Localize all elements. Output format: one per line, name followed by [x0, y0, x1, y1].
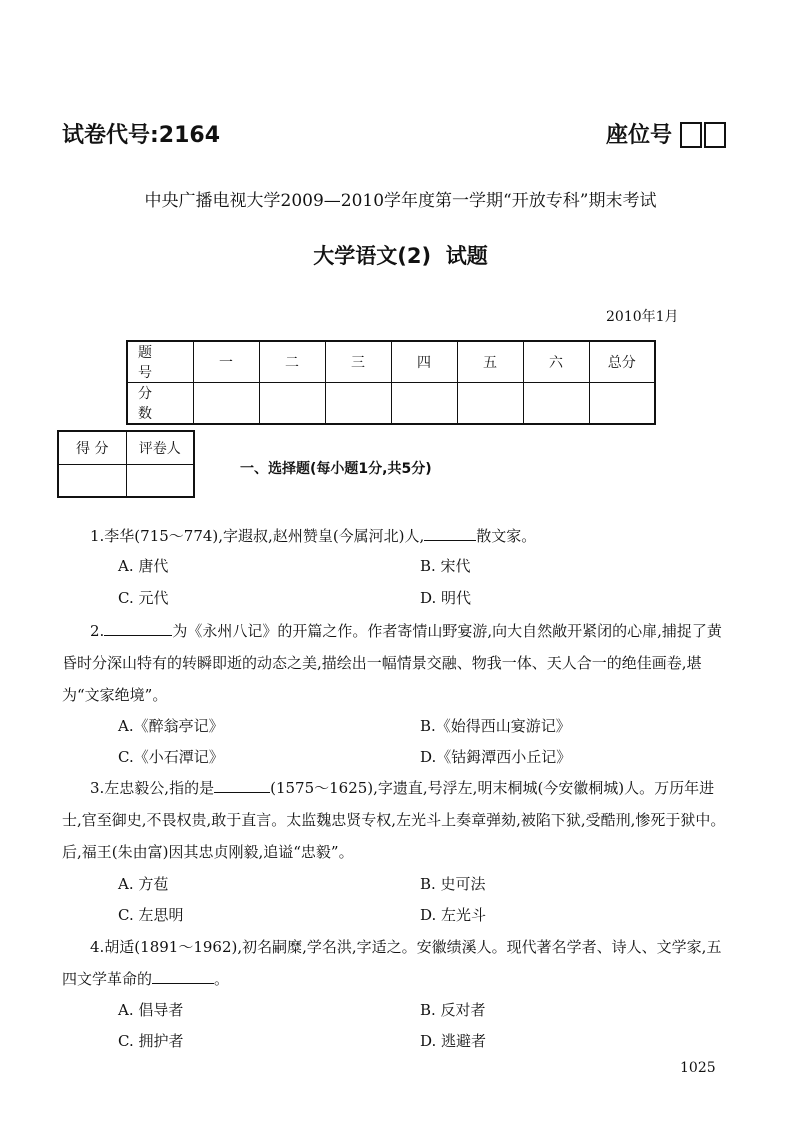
- option-d[interactable]: D. 左光斗: [420, 906, 487, 924]
- score-row-label: 分数: [127, 383, 193, 425]
- score-column-header: 四: [391, 341, 457, 383]
- question-text: 为《永州八记》的开篇之作。作者寄情山野宴游,向大自然敞开紧闭的心扉,捕捉了黄昏时分深山特有的转瞬即逝的动态之美,描绘出一幅情景交融、物我一体、天人合一的绝佳画卷,堪为“文家绝境”。: [62, 622, 722, 704]
- option-b[interactable]: B.《始得西山宴游记》: [420, 717, 571, 735]
- question-text: 1.李华(715～774),字遐叔,赵州赞皇(今属河北)人,: [90, 527, 425, 545]
- score-cell[interactable]: [523, 383, 589, 425]
- question-text: 散文家。: [476, 527, 537, 545]
- answer-blank[interactable]: [104, 621, 172, 636]
- paper-code: 试卷代号:2164: [62, 123, 221, 148]
- score-table: [126, 340, 656, 425]
- score-table-header-row: [127, 341, 655, 383]
- question-stem: [62, 931, 732, 995]
- option-a[interactable]: A.《醉翁亭记》: [118, 717, 224, 735]
- score-cell[interactable]: [391, 383, 457, 425]
- answer-blank[interactable]: [152, 969, 214, 984]
- seat-number-box[interactable]: [680, 122, 702, 148]
- option-c[interactable]: C.《小石潭记》: [118, 748, 224, 766]
- score-column-header: 一: [193, 341, 259, 383]
- score-column-header: 六: [523, 341, 589, 383]
- score-cell[interactable]: [589, 383, 655, 425]
- seat-number-box[interactable]: [704, 122, 726, 148]
- score-column-header: 三: [325, 341, 391, 383]
- question-stem: [62, 615, 732, 711]
- question-text: 4.胡适(1891～1962),初名嗣糜,学名洪,字适之。安徽绩溪人。现代著名学者、诗人、文学家,五四文学革命的: [62, 938, 722, 988]
- score-cell[interactable]: [457, 383, 523, 425]
- grader-signature-cell[interactable]: [126, 464, 194, 497]
- answer-blank[interactable]: [424, 526, 476, 541]
- grader-table: [57, 430, 195, 498]
- option-a[interactable]: A. 方苞: [118, 875, 169, 893]
- score-column-header: 二: [259, 341, 325, 383]
- score-column-header: 总分: [589, 341, 655, 383]
- option-c[interactable]: C. 左思明: [118, 906, 184, 924]
- exam-title: 大学语文(2) 试题: [313, 244, 488, 268]
- option-c[interactable]: C. 元代: [118, 589, 169, 607]
- option-b[interactable]: B. 反对者: [420, 1001, 486, 1019]
- question-stem: [62, 772, 732, 868]
- question-stem: [62, 520, 732, 552]
- question-text: 2.: [90, 622, 105, 640]
- exam-date: 2010年1月: [606, 309, 679, 325]
- score-cell[interactable]: [259, 383, 325, 425]
- option-b[interactable]: B. 宋代: [420, 557, 471, 575]
- seat-number-label: 座位号: [606, 123, 673, 148]
- section-score-cell[interactable]: [58, 464, 126, 497]
- option-c[interactable]: C. 拥护者: [118, 1032, 184, 1050]
- option-b[interactable]: B. 史可法: [420, 875, 486, 893]
- grader-label: 评卷人: [126, 431, 194, 464]
- score-column-header: 五: [457, 341, 523, 383]
- page-number: 1025: [680, 1060, 716, 1076]
- option-d[interactable]: D. 明代: [420, 589, 472, 607]
- exam-header: 中央广播电视大学2009—2010学年度第一学期“开放专科”期末考试: [144, 191, 657, 211]
- option-a[interactable]: A. 倡导者: [118, 1001, 184, 1019]
- score-table-score-row: [127, 383, 655, 425]
- section-heading: 一、选择题(每小题1分,共5分): [240, 461, 432, 477]
- score-cell[interactable]: [325, 383, 391, 425]
- answer-blank[interactable]: [214, 778, 270, 793]
- score-label: 得 分: [58, 431, 126, 464]
- score-cell[interactable]: [193, 383, 259, 425]
- question-text: (1575～1625),字遗直,号浮左,明末桐城(今安徽桐城)人。万历年进士,官至御史,不畏权贵,敢于直言。太监魏忠贤专权,左光斗上奏章弹劾,被陷下狱,受酷刑,惨死于狱中。后,福王(朱由富)因其忠贞刚毅,追谥“忠毅”。: [62, 779, 726, 861]
- option-a[interactable]: A. 唐代: [118, 557, 169, 575]
- question-text: 。: [214, 970, 230, 988]
- question-number-label: 题号: [127, 341, 193, 383]
- option-d[interactable]: D.《钴鉧潭西小丘记》: [420, 748, 572, 766]
- option-d[interactable]: D. 逃避者: [420, 1032, 487, 1050]
- question-text: 3.左忠毅公,指的是: [90, 779, 215, 797]
